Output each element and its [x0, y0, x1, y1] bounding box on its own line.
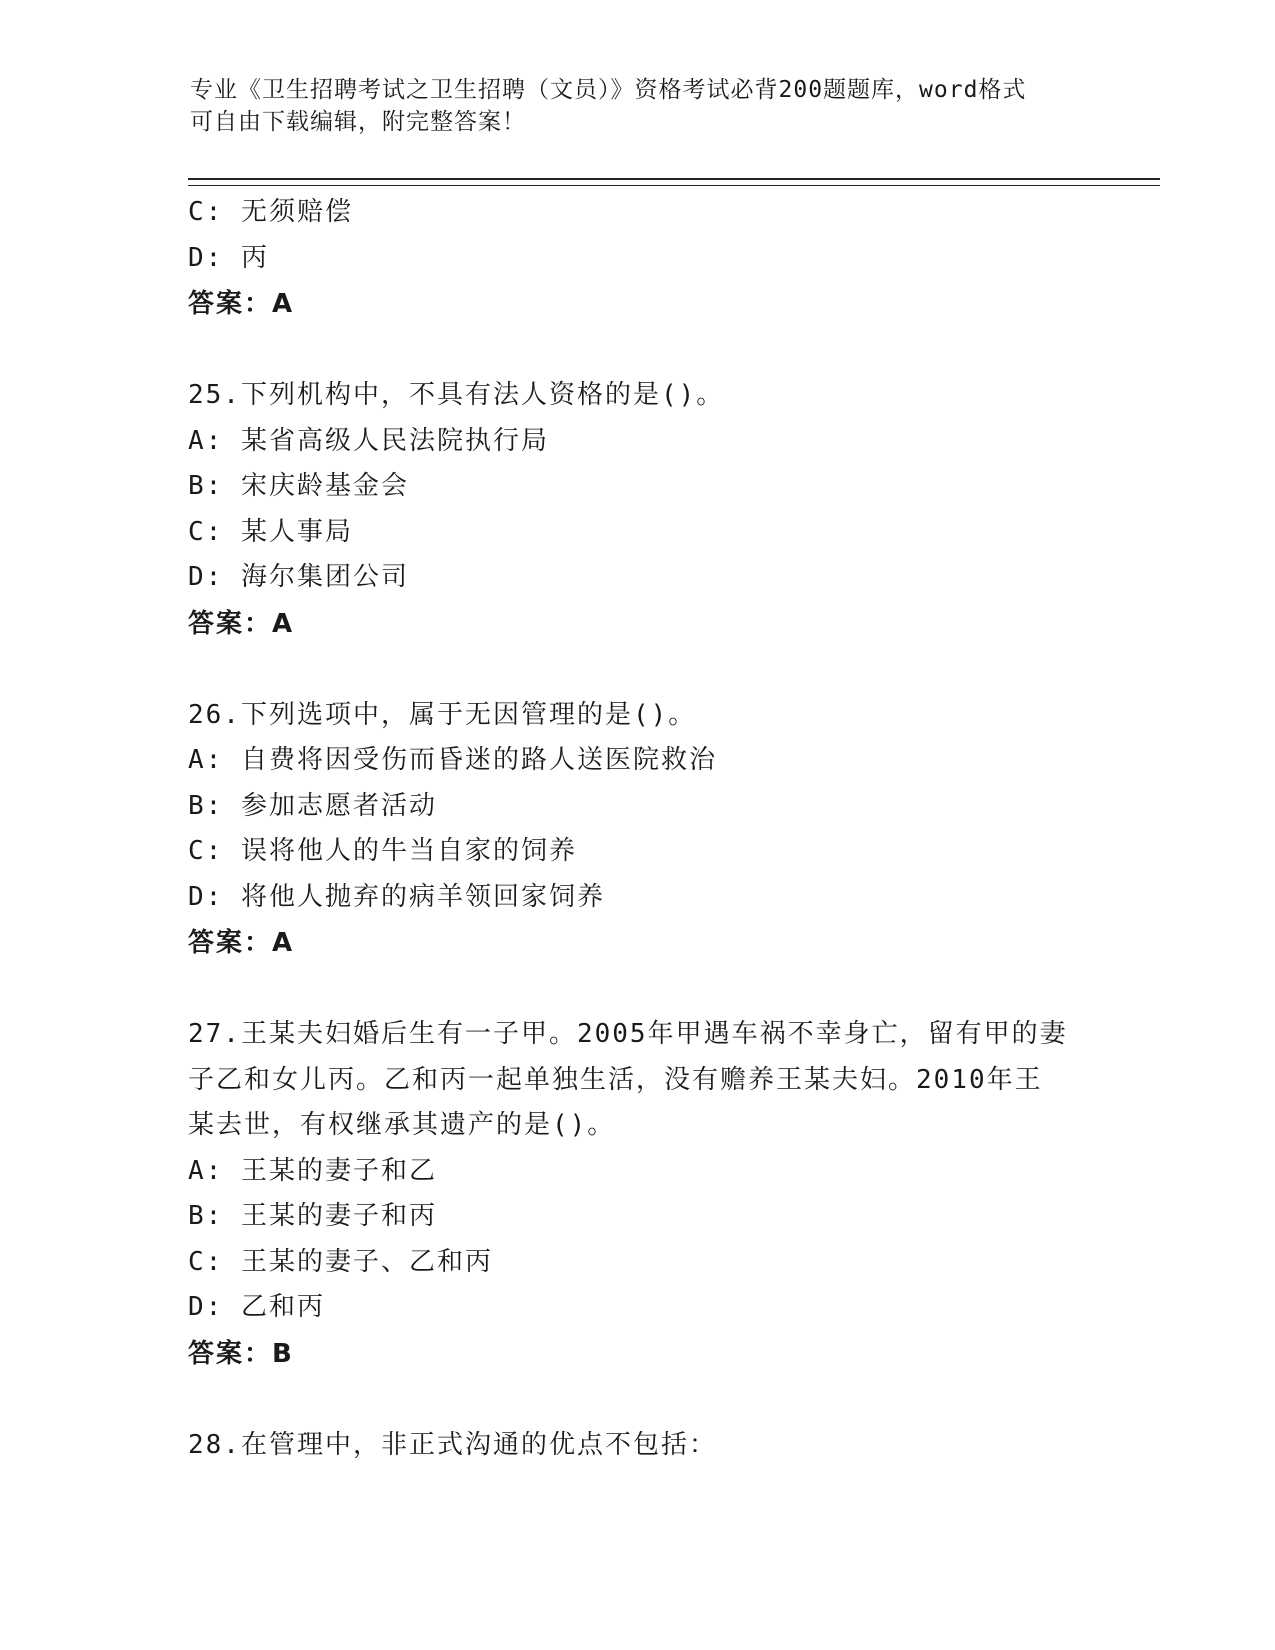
question-24-tail — [188, 190, 1088, 327]
option-c: C: 误将他人的牛当自家的饲养 — [188, 836, 577, 866]
header-line-1: 专业《卫生招聘考试之卫生招聘（文员）》资格考试必背200题题库，word格式 — [190, 77, 1027, 103]
question-27 — [188, 1012, 1088, 1377]
document-header — [190, 74, 1070, 138]
header-divider — [188, 178, 1160, 186]
option-b: B: 参加志愿者活动 — [188, 790, 437, 821]
option-c: C: 王某的妻子、乙和丙 — [188, 1246, 493, 1277]
answer: 答案：B — [188, 1338, 294, 1369]
option-a: A: 自费将因受伤而昏迷的路人送医院救治 — [188, 745, 717, 775]
spacer — [188, 327, 1088, 373]
option-a: A: 王某的妻子和乙 — [188, 1155, 437, 1186]
option-a: A: 某省高级人民法院执行局 — [188, 425, 549, 456]
option-d: D: 海尔集团公司 — [188, 562, 409, 592]
question-stem: 25.下列机构中，不具有法人资格的是()。 — [188, 380, 725, 410]
header-line-2: 可自由下载编辑，附完整答案！ — [190, 109, 526, 135]
question-stem: 28.在管理中，非正式沟通的优点不包括： — [188, 1429, 717, 1460]
question-28 — [188, 1423, 1088, 1469]
question-26 — [188, 693, 1088, 967]
option-c: C: 某人事局 — [188, 516, 353, 547]
option-c: C: 无须赔偿 — [188, 197, 353, 227]
question-stem-line-1: 27.王某夫妇婚后生有一子甲。2005年甲遇车祸不幸身亡，留有甲的妻 — [188, 1019, 1068, 1049]
spacer — [188, 647, 1088, 693]
option-d: D: 将他人抛弃的病羊领回家饲养 — [188, 881, 605, 912]
option-b: B: 宋庆龄基金会 — [188, 471, 409, 501]
answer: 答案：A — [188, 289, 295, 319]
option-b: B: 王某的妻子和丙 — [188, 1201, 437, 1231]
question-25 — [188, 373, 1088, 647]
question-stem: 26.下列选项中，属于无因管理的是()。 — [188, 699, 697, 730]
option-d: D: 丙 — [188, 242, 269, 273]
spacer — [188, 966, 1088, 1012]
answer: 答案：A — [188, 608, 295, 639]
question-stem-line-2: 子乙和女儿丙。乙和丙一起单独生活，没有赡养王某夫妇。2010年王 — [188, 1064, 1043, 1095]
question-stem-line-3: 某去世，有权继承其遗产的是()。 — [188, 1110, 616, 1140]
answer: 答案：A — [188, 928, 295, 958]
spacer — [188, 1377, 1088, 1423]
option-d: D: 乙和丙 — [188, 1292, 325, 1322]
question-list — [188, 190, 1088, 1468]
